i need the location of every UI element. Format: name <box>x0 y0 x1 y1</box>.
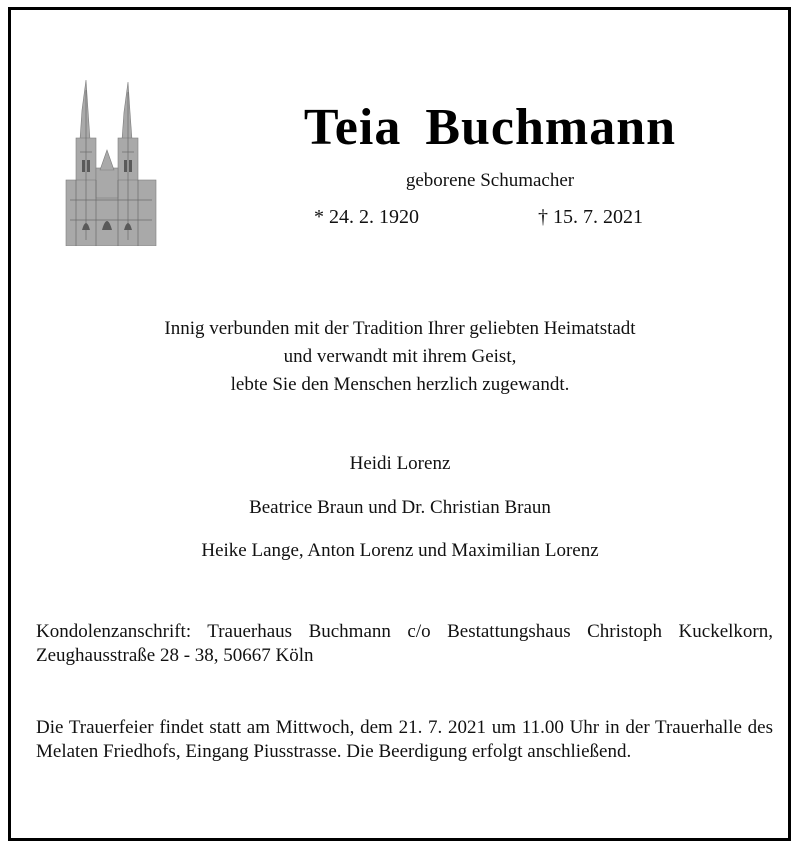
mourner-line: Heidi Lorenz <box>349 453 451 474</box>
mourner-line: Beatrice Braun und Dr. Christian Braun <box>249 497 551 518</box>
maiden-name: geborene Schumacher <box>405 170 575 191</box>
verse-line: Innig verbunden mit der Tradition Ihrer geliebten Heimatstadt <box>164 318 636 339</box>
verse-line: und verwandt mit ihrem Geist, <box>283 346 517 367</box>
verse-line: lebte Sie den Menschen herzlich zugewandt. <box>230 374 570 395</box>
mourner-line: Heike Lange, Anton Lorenz und Maximilian Lorenz <box>201 540 599 561</box>
cathedral-icon <box>62 80 160 246</box>
deceased-name: Teia Buchmann <box>303 99 677 156</box>
birth-date: * 24. 2. 1920 <box>314 206 419 228</box>
memorial-verse <box>60 315 740 399</box>
funeral-service-info: Die Trauerfeier findet statt am Mittwoch, dem 21. 7. 2021 um 11.00 Uhr in der Trauerhalle des Melaten Friedhofs, Eingang Piusstrasse. Die Beerdigung erfolgt anschließend. <box>36 717 773 762</box>
death-date: † 15. 7. 2021 <box>538 206 643 228</box>
condolence-address: Kondolenzanschrift: Trauerhaus Buchmann c/o Bestattungshaus Christoph Kuckelkorn, Zeughausstraße 28 - 38, 50667 Köln <box>36 621 773 666</box>
